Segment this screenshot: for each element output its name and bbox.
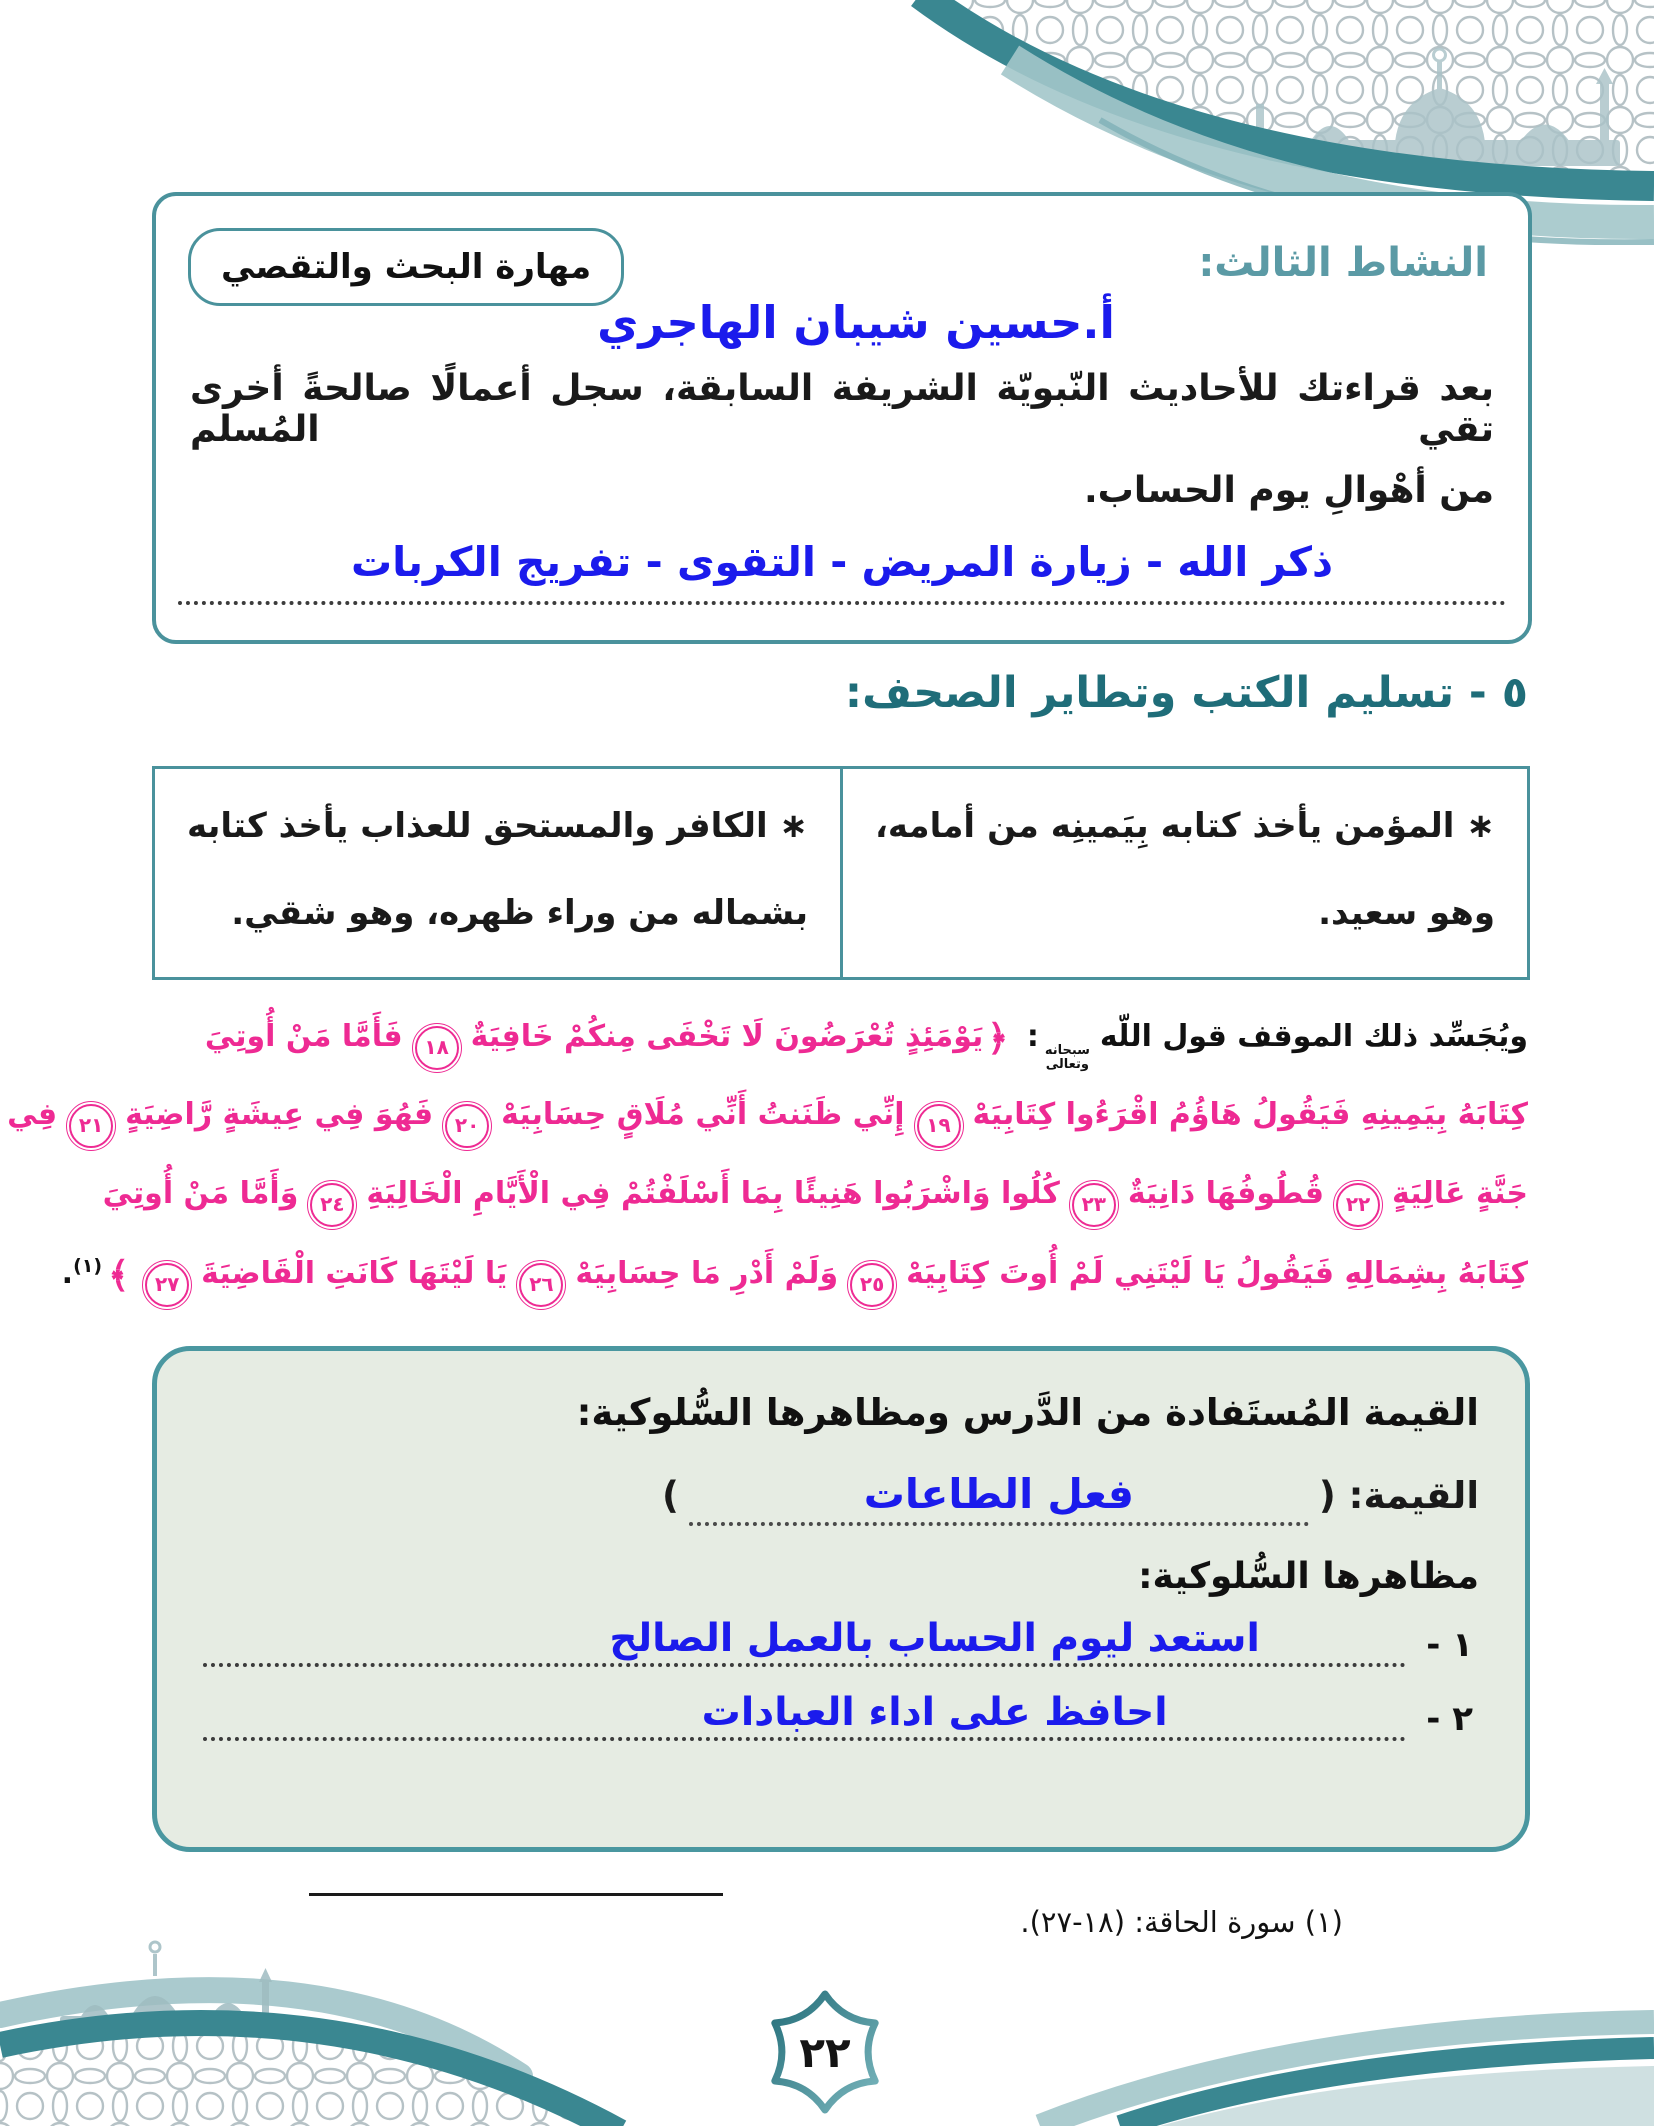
quran-line-1 [126,1018,1528,1097]
table-cell-disbeliever [155,769,840,977]
honorific-bottom: وتعالى [1045,1056,1089,1072]
verse-text: إِنِّي ظَنَنتُ أَنِّي مُلَاقٍ حِسَابِيَهْ [501,1097,905,1132]
page-number: ٢٢ [799,2028,851,2077]
comparison-table [152,766,1530,980]
activity-body-line2: من أهْوالِ يوم الحساب. [1083,470,1494,511]
footer-arc-light [0,1990,520,2076]
header-arc-dark [920,0,1654,186]
value-line [203,1470,1479,1526]
ayah-number-medallion: ٢٥ [850,1263,894,1307]
verse-segments [204,1019,984,1059]
ornate-open-bracket: ﴿ [987,1018,1009,1059]
ayah-number-medallion: ١٨ [415,1026,459,1070]
quran-paragraph [7,1018,1528,1334]
geometric-pattern [930,0,1654,172]
verse-text: جَنَّةٍ عَالِيَةٍ [1392,1176,1528,1211]
believer-text: المؤمن يأخذ كتابه بِيَمينِه من أمامه، وهو سعيد. [875,806,1495,933]
verse-text: وَلَمْ أَدْرِ مَا حِسَابِيَهْ [575,1256,839,1291]
sentence-period: . [61,1256,74,1291]
verse-text: كُلُوا وَاشْرَبُوا هَنِيئًا بِمَا أَسْلَفْتُمْ فِي الْأَيَّامِ الْخَالِيَةِ [366,1176,1060,1211]
behavior-row-2 [203,1681,1479,1741]
ayah-number-medallion: ٢٣ [1072,1183,1116,1227]
footer-arc-dark [0,2023,620,2126]
behavior-answer-handwriting: استعد ليوم الحساب بالعمل الصالح [203,1616,1406,1667]
behavior-answer-handwriting: احافظ على اداء العبادات [203,1690,1406,1741]
bullet-flower-icon: ∗ [779,806,808,846]
behaviors-heading: مظاهرها السُّلوكية: [1138,1556,1479,1597]
footnote-rule [309,1893,723,1896]
honorific-mark [1045,1044,1090,1071]
footer-right-corner-fill [1160,2066,1654,2126]
ayah-number-medallion: ١٩ [917,1104,961,1148]
ayah-number-medallion: ٢٤ [310,1183,354,1227]
value-answer-handwriting: فعل الطاعات [689,1470,1309,1526]
verse-text: قُطُوفُهَا دَانِيَةٌ [1127,1176,1325,1211]
intro-colon: : [1026,1019,1039,1054]
behavior-number: ٢ - [1426,1699,1473,1739]
verse-text: يَوْمَئِذٍ تُعْرَضُونَ لَا تَخْفَى مِنكُمْ خَافِيَةٌ [470,1019,984,1054]
value-label: القيمة: ( [1318,1474,1479,1517]
activity-body-line1: بعد قراءتك للأحاديث النّبويّة الشريفة السابقة، سجل أعمالًا صالحةً أخرى تقي المُسلم [190,368,1494,450]
footnote-reference: (١) [73,1255,103,1277]
quran-line-3 [102,1176,1528,1255]
verse-segments [7,1097,1528,1137]
verse-text: كِتَابَهُ بِشِمَالِهِ فَيَقُولُ يَا لَيْتَنِي لَمْ أُوتَ كِتَابِيَهْ [906,1256,1528,1291]
quran-line-2 [7,1097,1528,1176]
disbeliever-text: الكافر والمستحق للعذاب يأخذ كتابه بشماله من وراء ظهره، وهو شقي. [187,806,808,933]
verse-text: فَأَمَّا مَنْ أُوتِيَ [204,1019,403,1054]
value-close-paren: ) [661,1474,679,1517]
footer-right-light-band [1040,2022,1654,2126]
values-box [152,1346,1530,1852]
verse-segments [133,1256,1528,1296]
student-name-handwriting: أ.حسين شيبان الهاجري [597,296,1115,349]
mosque-silhouette [1256,49,1620,166]
verse-text: فِي [7,1097,58,1132]
quran-line-4 [61,1255,1528,1334]
mosque-silhouette [60,1942,290,2034]
section-heading: ٥ - تسليم الكتب وتطاير الصحف: [844,668,1528,718]
footer-right-arc-dark [1120,2048,1654,2126]
values-heading: القيمة المُستَفادة من الدَّرس ومظاهرها السُّلوكية: [576,1391,1479,1434]
honorific-top: سبحانه [1044,1043,1090,1058]
activity-answer-handwriting: ذكر الله - زيارة المريض - التقوى - تفريج الكربات [350,538,1334,586]
verse-text: كِتَابَهُ بِيَمِينِهِ فَيَقُولُ هَاؤُمُ اقْرَءُوا كِتَابِيَهْ [972,1097,1528,1132]
activity-box [152,192,1532,644]
verse-text: وَأَمَّا مَنْ أُوتِيَ [102,1176,299,1211]
quran-intro-text: ويُجَسِّد ذلك الموقف قول اللّه [1099,1019,1528,1054]
ayah-number-medallion: ٢٧ [145,1263,189,1307]
ayah-number-medallion: ٢٦ [519,1263,563,1307]
verse-segments [102,1176,1528,1216]
geometric-pattern [0,2033,640,2126]
activity-title: النشاط الثالث: [1198,240,1488,286]
answer-dotted-line [178,601,1506,605]
behavior-number: ١ - [1426,1625,1473,1665]
ornate-close-bracket: ﴾ [108,1255,130,1296]
ayah-number-medallion: ٢٢ [1336,1183,1380,1227]
ayah-number-medallion: ٢٠ [445,1104,489,1148]
skill-label-badge: مهارة البحث والتقصي [188,228,624,306]
verse-text: فَهُوَ فِي عِيشَةٍ رَّاضِيَةٍ [125,1097,434,1132]
footnote-text: (١) سورة الحاقة: (١٨-٢٧). [1020,1905,1343,1939]
verse-text: يَا لَيْتَهَا كَانَتِ الْقَاضِيَةَ [201,1256,508,1291]
table-cell-believer [840,769,1527,977]
ayah-number-medallion: ٢١ [69,1104,113,1148]
bullet-flower-icon: ∗ [1466,806,1495,846]
behavior-row-1 [203,1607,1479,1667]
